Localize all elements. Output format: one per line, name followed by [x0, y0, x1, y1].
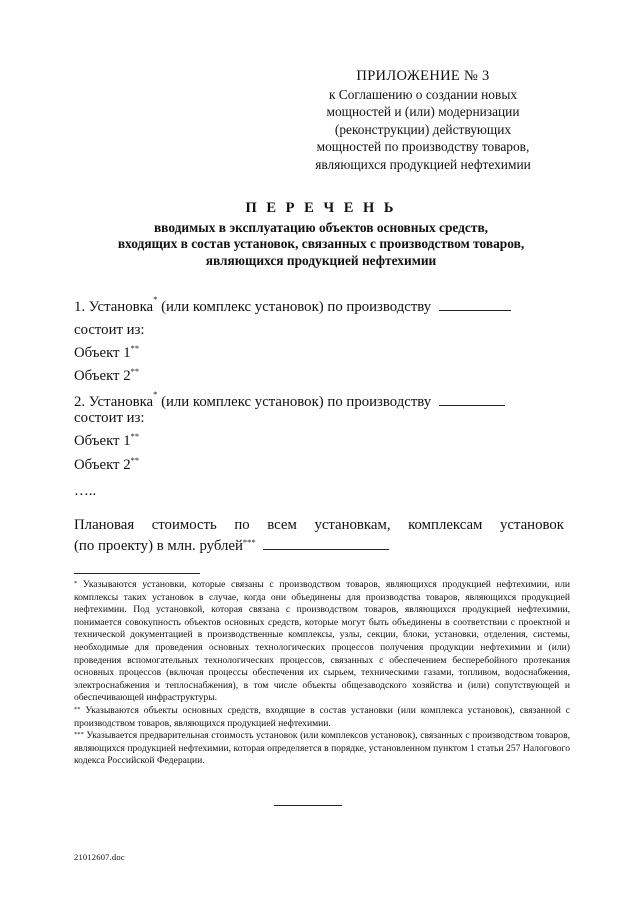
cost-mark: ***	[242, 537, 256, 547]
item-2-object-2	[74, 457, 139, 474]
appendix-line: являющихся продукцией нефтехимии	[315, 156, 531, 172]
footnote-3	[74, 730, 570, 768]
footnote-mark: ***	[74, 731, 84, 739]
object-label: Объект 2	[74, 368, 131, 384]
cost-word: всем	[267, 517, 297, 533]
footnote-separator	[74, 573, 200, 574]
cost-label: (по проекту) в млн. рублей	[74, 538, 243, 554]
item-2-product-blank[interactable]	[439, 391, 505, 406]
item-2-mark: *	[153, 389, 158, 399]
item-1-consists: состоит из:	[74, 322, 145, 338]
end-separator	[274, 805, 342, 806]
appendix-line: мощностей по производству товаров,	[316, 139, 530, 154]
object-mark: **	[130, 343, 140, 353]
footnotes	[74, 579, 570, 768]
object-mark: **	[130, 455, 140, 465]
footnote-text: Указывается предварительная стоимость установок (или комплексов установок), связанных с производством товаров, являющихся продукцией нефтехимии, которая определяется в порядке, установленном пунктом 1 статьи 257 Налогового кодекса Российской Федерации.	[74, 730, 570, 767]
item-1-object-2	[74, 368, 139, 385]
object-mark: **	[130, 366, 140, 376]
heading-line: являющихся продукцией нефтехимии	[205, 252, 437, 268]
appendix-block	[288, 68, 558, 173]
footnote-2	[74, 705, 570, 730]
cost-word: установкам,	[314, 517, 391, 533]
item-1-object-1	[74, 345, 139, 362]
object-label: Объект 1	[74, 433, 131, 449]
planned-cost-line-2	[74, 535, 564, 556]
item-2-consists: состоит из:	[74, 410, 145, 426]
cost-word: Плановая	[74, 517, 135, 533]
planned-cost-blank[interactable]	[263, 535, 389, 550]
appendix-line: к Соглашению о создании новых	[328, 86, 518, 102]
item-1-rest: (или комплекс установок) по производству	[157, 299, 432, 315]
planned-cost	[74, 516, 564, 556]
heading-line: вводимых в эксплуатацию объектов основных средств,	[153, 219, 489, 235]
appendix-line: (реконструкции) действующих	[334, 121, 512, 137]
object-label: Объект 2	[74, 457, 131, 473]
object-label: Объект 1	[74, 345, 131, 361]
item-1-product-blank[interactable]	[439, 296, 511, 311]
cost-word: комплексам	[408, 517, 483, 533]
heading-line: входящих в состав установок, связанных с производством товаров,	[117, 236, 525, 251]
item-1-lead: 1. Установка	[74, 299, 154, 315]
appendix-line: мощностей и (или) модернизации	[326, 104, 520, 119]
item-2-rest: (или комплекс установок) по производству	[157, 394, 432, 410]
object-mark: **	[130, 431, 140, 441]
planned-cost-line-1	[74, 516, 564, 535]
cost-word: по	[234, 517, 250, 533]
ellipsis: …..	[74, 483, 97, 499]
item-1-line	[74, 296, 511, 316]
cost-word: установок	[499, 517, 564, 533]
footnote-text: Указываются установки, которые связаны с производством товаров, являющихся продукцией нефтехимии, или комплексы таких установок в случае, когда они объединены для производства товаров, являющихся продукцией нефтехимии. Под установкой, которая связана с производством товаров, являющихся продукцией нефтехимии, понимается совокупность объектов основных средств, которые могут быть объединены в соответствии с проектной и технической документацией в производственные комплексы, узлы, секции, блоки, установки, отделения, системы, необходимые для проведения основных технологических процессов получения продукции нефтехимии и (или) проведения вспомогательных технологических процессов, связанных с обеспечением бесперебойного протекания основных процессов (включая процессы обеспечения их сырьем, техническими газами, топливом, водоснабжения, электроснабжения и теплоснабжения), в том числе объекты общезаводского хозяйства и (или) сопутствующей и обеспечивающей инфраструктуры.	[74, 579, 570, 704]
list-heading	[96, 200, 546, 269]
footnote-mark: *	[74, 580, 78, 587]
cost-word: стоимость	[151, 517, 217, 533]
heading-main: П Е Р Е Ч Е Н Ь	[245, 200, 397, 216]
item-1-mark: *	[153, 294, 158, 304]
footnote-1	[74, 579, 570, 705]
appendix-title: ПРИЛОЖЕНИЕ № 3	[356, 68, 490, 84]
footnote-text: Указываются объекты основных средств, входящие в состав установки (или комплекса установок), связанной с производством товаров, являющихся продукцией нефтехимии.	[74, 704, 570, 729]
file-name: 21012607.doc	[74, 852, 125, 862]
item-2-object-1	[74, 433, 139, 450]
item-2-lead: 2. Установка	[74, 394, 154, 410]
item-2-line	[74, 391, 505, 411]
footnote-mark: **	[74, 705, 81, 713]
